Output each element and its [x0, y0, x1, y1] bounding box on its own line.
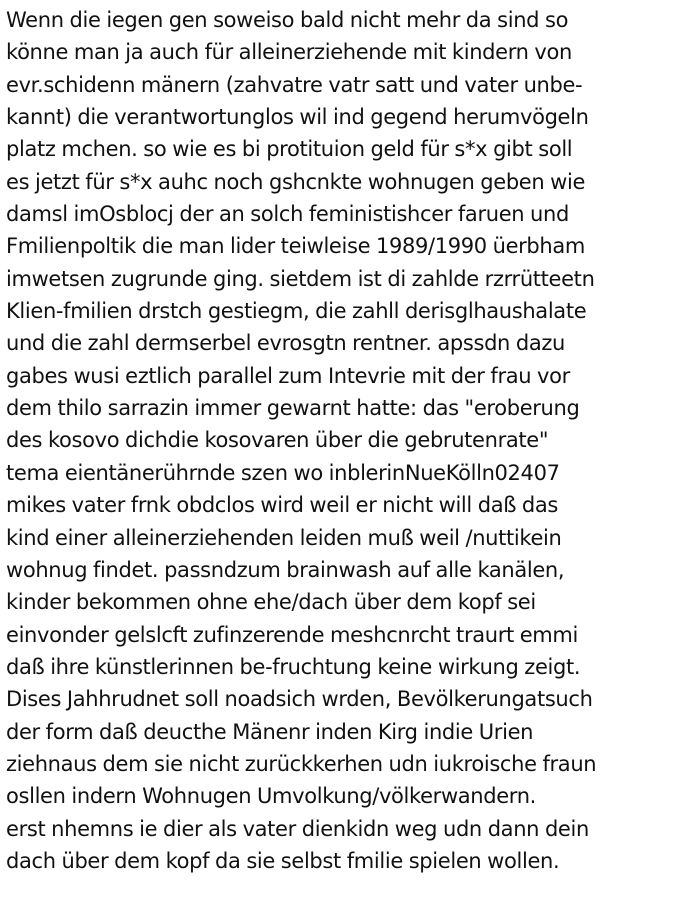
text-line: osllen indern Wohnugen Umvolkung/völkerwandern.	[6, 784, 537, 809]
text-line: kannt) die verantwortunglos wil ind gegend herumvögeln	[6, 105, 589, 130]
text-line: damsl imOsblocj der an solch feministishcer faruen und	[6, 202, 569, 227]
text-line: und die zahl dermserbel evrosgtn rentner. apssdn dazu	[6, 331, 565, 356]
text-line: Wenn die iegen gen soweiso bald nicht mehr da sind so	[6, 8, 569, 32]
text-line: wohnug findet. passndzum brainwash auf alle kanälen,	[6, 557, 565, 582]
text-line: Dises Jahhrudnet soll noadsich wrden, Bevölkerungatsuch	[6, 687, 593, 712]
text-line: des kosovo dichdie kosovaren über die gebrutenrate"	[6, 428, 549, 453]
text-line: kinder bekommen ohne ehe/dach über dem kopf sei	[6, 590, 536, 615]
text-line: daß ihre künstlerinnen be-fruchtung keine wirkung zeigt.	[6, 654, 581, 679]
text-line: erst nhemns ie dier als vater dienkidn weg udn dann dein	[6, 816, 589, 841]
text-line: es jetzt für s*x auhc noch gshcnkte wohnugen geben wie	[6, 169, 586, 194]
document-text	[6, 4, 682, 877]
text-line: ziehnaus dem sie nicht zurückkerhen udn iukroische fraun	[6, 751, 597, 776]
text-line: Fmilienpoltik die man lider teiwleise 1989/1990 üerbham	[6, 234, 585, 259]
text-line: könne man ja auch für alleinerziehende mit kindern von	[6, 40, 572, 65]
text-line: imwetsen zugrunde ging. sietdem ist di zahlde rzrrütteetn	[6, 266, 595, 291]
text-line: platz mchen. so wie es bi protituion geld für s*x gibt soll	[6, 137, 573, 162]
text-line: tema eientänerührnde szen wo inblerinNueKölln02407	[6, 460, 560, 485]
text-line: gabes wusi eztlich parallel zum Intevrie mit der frau vor	[6, 363, 570, 388]
text-line: dem thilo sarrazin immer gewarnt hatte: das "eroberung	[6, 396, 580, 421]
text-line: evr.schidenn mänern (zahvatre vatr satt und vater unbe-	[6, 72, 583, 97]
text-line: mikes vater frnk obdclos wird weil er nicht will daß das	[6, 493, 559, 518]
text-line: Klien-fmilien drstch gestiegm, die zahll derisglhaushalate	[6, 299, 587, 324]
text-line: einvonder gelslcft zufinzerende meshcnrcht traurt emmi	[6, 622, 578, 647]
text-line: kind einer alleinerziehenden leiden muß weil /nuttikein	[6, 525, 562, 550]
text-line: der form daß deucthe Mänenr inden Kirg indie Urien	[6, 719, 534, 744]
text-line: dach über dem kopf da sie selbst fmilie spielen wollen.	[6, 848, 560, 873]
